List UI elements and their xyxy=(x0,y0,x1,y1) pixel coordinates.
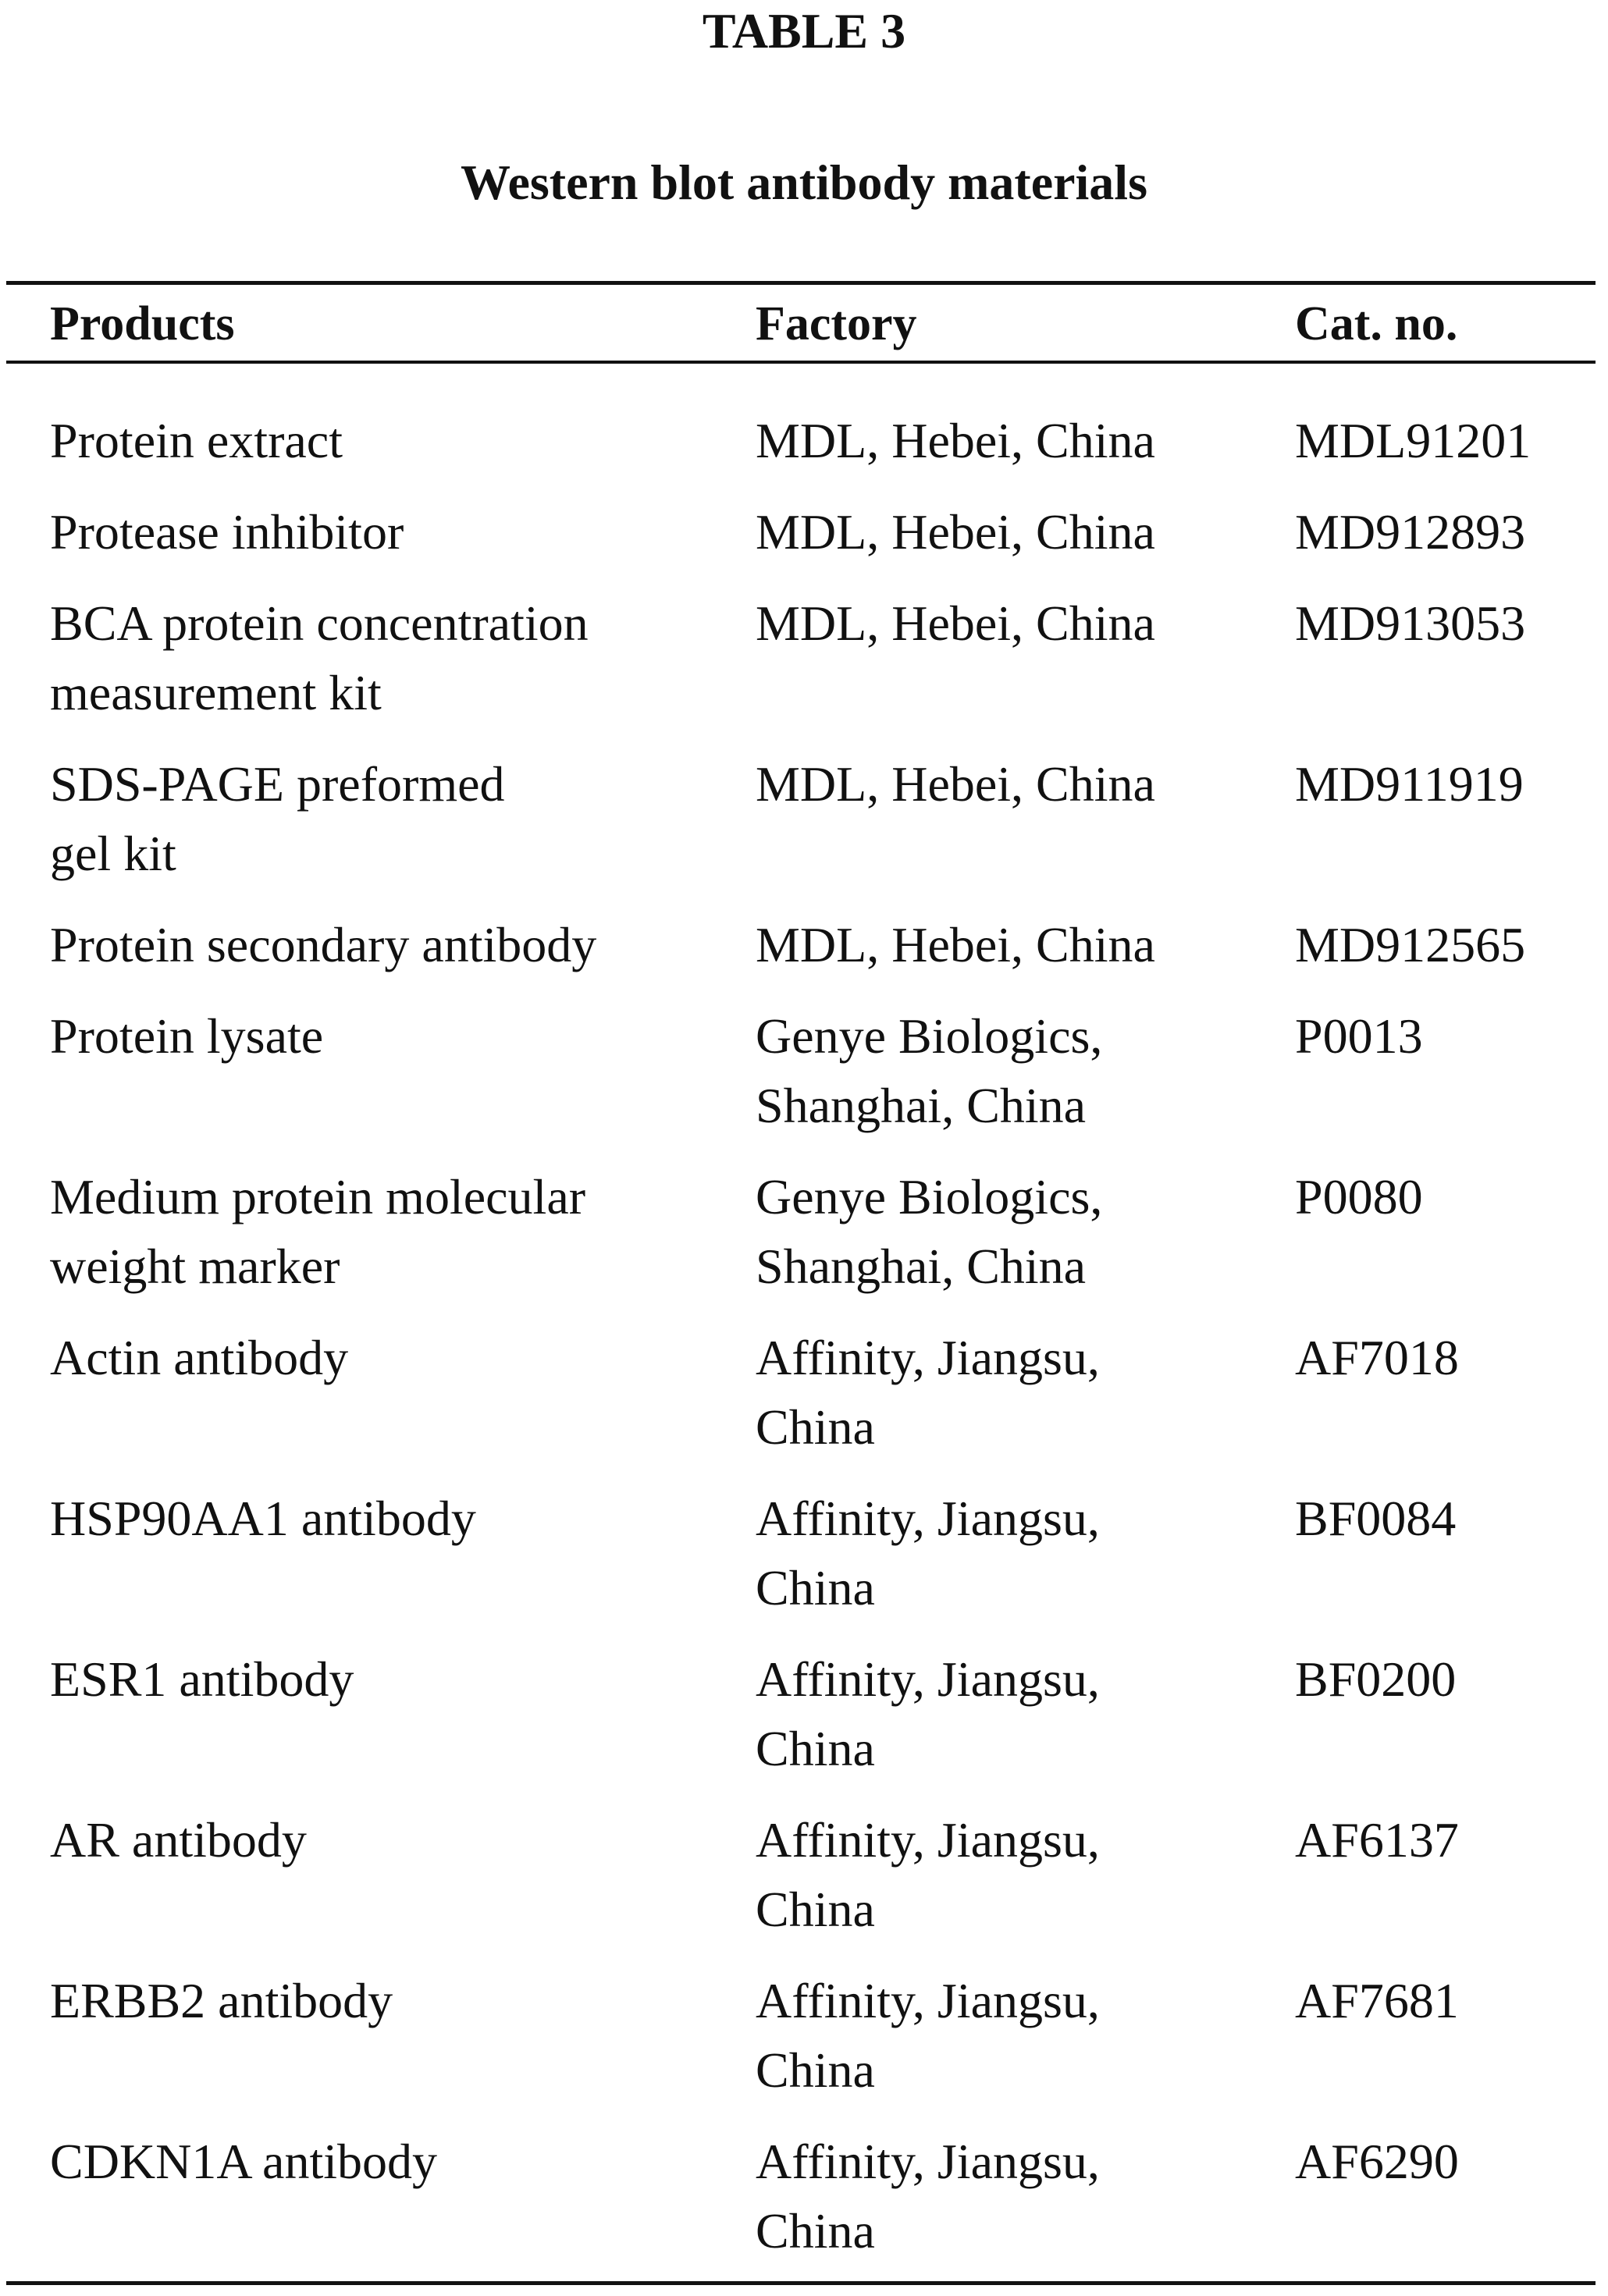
factory-cell: Affinity, Jiangsu, China xyxy=(756,2134,1100,2259)
cat-no-cell: MD913053 xyxy=(1295,595,1526,651)
column-header-products: Products xyxy=(50,297,235,350)
table-header-row xyxy=(0,287,1608,361)
factory-cell: Affinity, Jiangsu, China xyxy=(756,1491,1100,1615)
cat-no-cell: P0013 xyxy=(1295,1008,1423,1064)
table-row xyxy=(0,1001,1608,1140)
table-row xyxy=(0,1323,1608,1462)
product-cell: BCA protein concentration measurement kit xyxy=(50,595,589,720)
cat-no-cell: MD912893 xyxy=(1295,504,1526,560)
product-cell: Protein extract xyxy=(50,413,343,468)
table-row xyxy=(0,910,1608,979)
factory-cell: MDL, Hebei, China xyxy=(756,917,1155,972)
cat-no-cell: MD911919 xyxy=(1295,756,1524,812)
factory-cell: Affinity, Jiangsu, China xyxy=(756,1651,1100,1776)
cat-no-cell: BF0200 xyxy=(1295,1651,1457,1707)
product-cell: Protein lysate xyxy=(50,1008,324,1064)
product-cell: ERBB2 antibody xyxy=(50,1973,393,2028)
table-body xyxy=(0,406,1608,2287)
table-row xyxy=(0,497,1608,567)
factory-cell: MDL, Hebei, China xyxy=(756,595,1155,651)
cat-no-cell: AF7681 xyxy=(1295,1973,1459,2028)
factory-cell: MDL, Hebei, China xyxy=(756,504,1155,560)
table-top-rule xyxy=(6,281,1596,285)
product-cell: Protein secondary antibody xyxy=(50,917,597,972)
table-row xyxy=(0,588,1608,727)
product-cell: Actin antibody xyxy=(50,1330,349,1385)
product-cell: HSP90AA1 antibody xyxy=(50,1491,476,1546)
table-bottom-rule xyxy=(6,2281,1596,2285)
table-row xyxy=(0,1966,1608,2105)
factory-cell: MDL, Hebei, China xyxy=(756,413,1155,468)
table-row xyxy=(0,1162,1608,1301)
table-row xyxy=(0,2127,1608,2266)
product-cell: CDKN1A antibody xyxy=(50,2134,437,2189)
table-caption: Western blot antibody materials xyxy=(461,155,1147,210)
product-cell: ESR1 antibody xyxy=(50,1651,354,1707)
product-cell: SDS-PAGE preformed gel kit xyxy=(50,756,505,881)
table-row xyxy=(0,749,1608,888)
cat-no-cell: AF6137 xyxy=(1295,1812,1459,1868)
cat-no-cell: AF6290 xyxy=(1295,2134,1459,2189)
cat-no-cell: AF7018 xyxy=(1295,1330,1459,1385)
table-row xyxy=(0,1805,1608,1944)
cat-no-cell: P0080 xyxy=(1295,1169,1423,1224)
factory-cell: Genye Biologics, Shanghai, China xyxy=(756,1169,1103,1294)
product-cell: Medium protein molecular weight marker xyxy=(50,1169,586,1294)
column-header-factory: Factory xyxy=(756,297,917,350)
cat-no-cell: MD912565 xyxy=(1295,917,1526,972)
factory-cell: Affinity, Jiangsu, China xyxy=(756,1973,1100,2098)
table-header-rule xyxy=(6,361,1596,364)
table-row xyxy=(0,1644,1608,1783)
factory-cell: Affinity, Jiangsu, China xyxy=(756,1330,1100,1455)
table-label: TABLE 3 xyxy=(702,3,906,59)
table-row xyxy=(0,406,1608,475)
column-header-cat-no: Cat. no. xyxy=(1295,297,1458,350)
factory-cell: MDL, Hebei, China xyxy=(756,756,1155,812)
factory-cell: Genye Biologics, Shanghai, China xyxy=(756,1008,1103,1133)
table-row xyxy=(0,1484,1608,1622)
cat-no-cell: BF0084 xyxy=(1295,1491,1457,1546)
product-cell: Protease inhibitor xyxy=(50,504,404,560)
product-cell: AR antibody xyxy=(50,1812,307,1868)
factory-cell: Affinity, Jiangsu, China xyxy=(756,1812,1100,1937)
cat-no-cell: MDL91201 xyxy=(1295,413,1532,468)
